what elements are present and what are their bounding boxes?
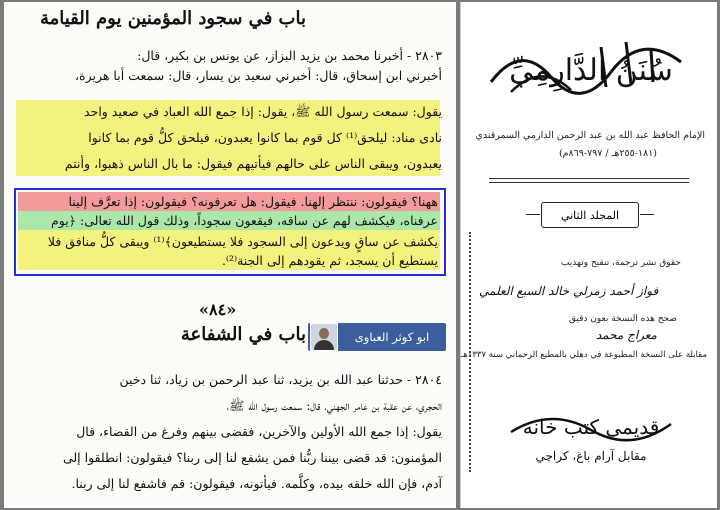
publisher-logo [501, 402, 681, 472]
chapter-number: «٨٤» [199, 300, 237, 319]
editor-2: خالد السبع العلمي [479, 284, 570, 298]
title-page [460, 2, 717, 508]
chapter-title-2: باب في الشفاعة [180, 324, 306, 345]
text-line: المؤمنون: قد قضى بيننا ربُّنا فمن يشفع لنا إلى ربنا؟ فيقولون: انطلقوا إلى [62, 450, 442, 465]
comparison-note: مقابلة على النسخة المطبوعة في دهلي بالمطبع الرحماني سنة ١٣٣٧هـ [460, 350, 707, 360]
publisher-address: مقابل آرام باغ، كراچي [535, 449, 647, 463]
text-line: يقول: سمعت رسول الله ﷺ، يقول: إذا جمع الله العباد في صعيد واحد [84, 104, 442, 119]
text-page [4, 2, 456, 508]
text-line: آدم، فإن الله خلقه بيده، وكلَّمه. فيأتونه، فيقولون: قم فاشفع لنا إلى ربنا. [71, 476, 442, 491]
divider [489, 182, 689, 183]
text-line: يقول: إذا جمع الله الأولين والآخرين، فقضى بينهم وفرغ من القضاء، قال [76, 424, 442, 439]
avatar [310, 323, 338, 351]
volume-label: المجلد الثاني [541, 202, 639, 228]
text-line: ٢٨٠٤ - حدثنا عبد الله بن يزيد، ثنا عبد الرحمن بن زياد، ثنا دخين [119, 372, 442, 387]
publisher-name: قديمي كتب خانه [522, 415, 660, 439]
corrected-by-name: معراج محمد [595, 328, 657, 342]
author-dates: (١٨١-٢٥٥هـ / ٧٩٧-٨٦٩م) [558, 148, 657, 159]
user-badge[interactable] [308, 323, 446, 351]
text-line: أخبرني ابن إسحاق، قال: أخبرني سعيد بن يسار، قال: سمعت أبا هريرة، [75, 68, 442, 83]
book-title-calligraphy [481, 22, 701, 112]
corrected-by-label: صحح هذه النسخة بعون دقيق [568, 314, 677, 324]
author: الإمام الحافظ عبد الله بن عبد الرحمن الدارمي السمرقندي [475, 130, 705, 141]
divider [489, 178, 689, 179]
text-line: ههنا؟ فيقولون: ننتظر إلهنا. فيقول: هل تعرفونه؟ فيقولون: إذا تعرَّف إلينا [68, 194, 438, 209]
chapter-title: باب في سجود المؤمنين يوم القيامة [39, 8, 306, 29]
text-line: نادى مناد: ليلحق⁽¹⁾ كل قوم بما كانوا يعبدون، فيلحق كلُّ قوم بما كانوا [88, 130, 442, 145]
text-line: يكشف عن ساقٍ ويدعون إلى السجود فلا يستطيعون﴾⁽¹⁾ ويبقى كلُّ منافق فلا [47, 234, 438, 249]
text-line: ٢٨٠٣ - أخبرنا محمد بن يزيد البزاز، عن يونس بن بكير، قال: [137, 48, 442, 63]
text-line: يستطيع أن يسجد، ثم يقودهم إلى الجنة⁽²⁾. [221, 253, 438, 268]
text-line: الحجري، عن عقبة بن عامر الجهني، قال: سمعت رسول الله ﷺ، [226, 398, 442, 413]
user-name: ابو كوثر العباوى [354, 330, 430, 344]
dotted-border [469, 232, 473, 472]
editor-1: فواز أحمد زمرلي [573, 284, 659, 298]
text-line: عرفناه، فيكشف لهم عن ساقه، فيقعون سجوداً، وذلك قول الله تعالى: ﴿يوم [51, 213, 438, 228]
rights-text: حقوق نشر ترجمة، تنقيح وتهذيب [560, 258, 681, 268]
text-line: يعبدون، ويبقى الناس على حالهم فيأتيهم فيقول: ما بال الناس ذهبوا، وأنتم [64, 156, 442, 171]
book-title: سُنَنُ الدَّارِمِيِّ [509, 53, 673, 88]
